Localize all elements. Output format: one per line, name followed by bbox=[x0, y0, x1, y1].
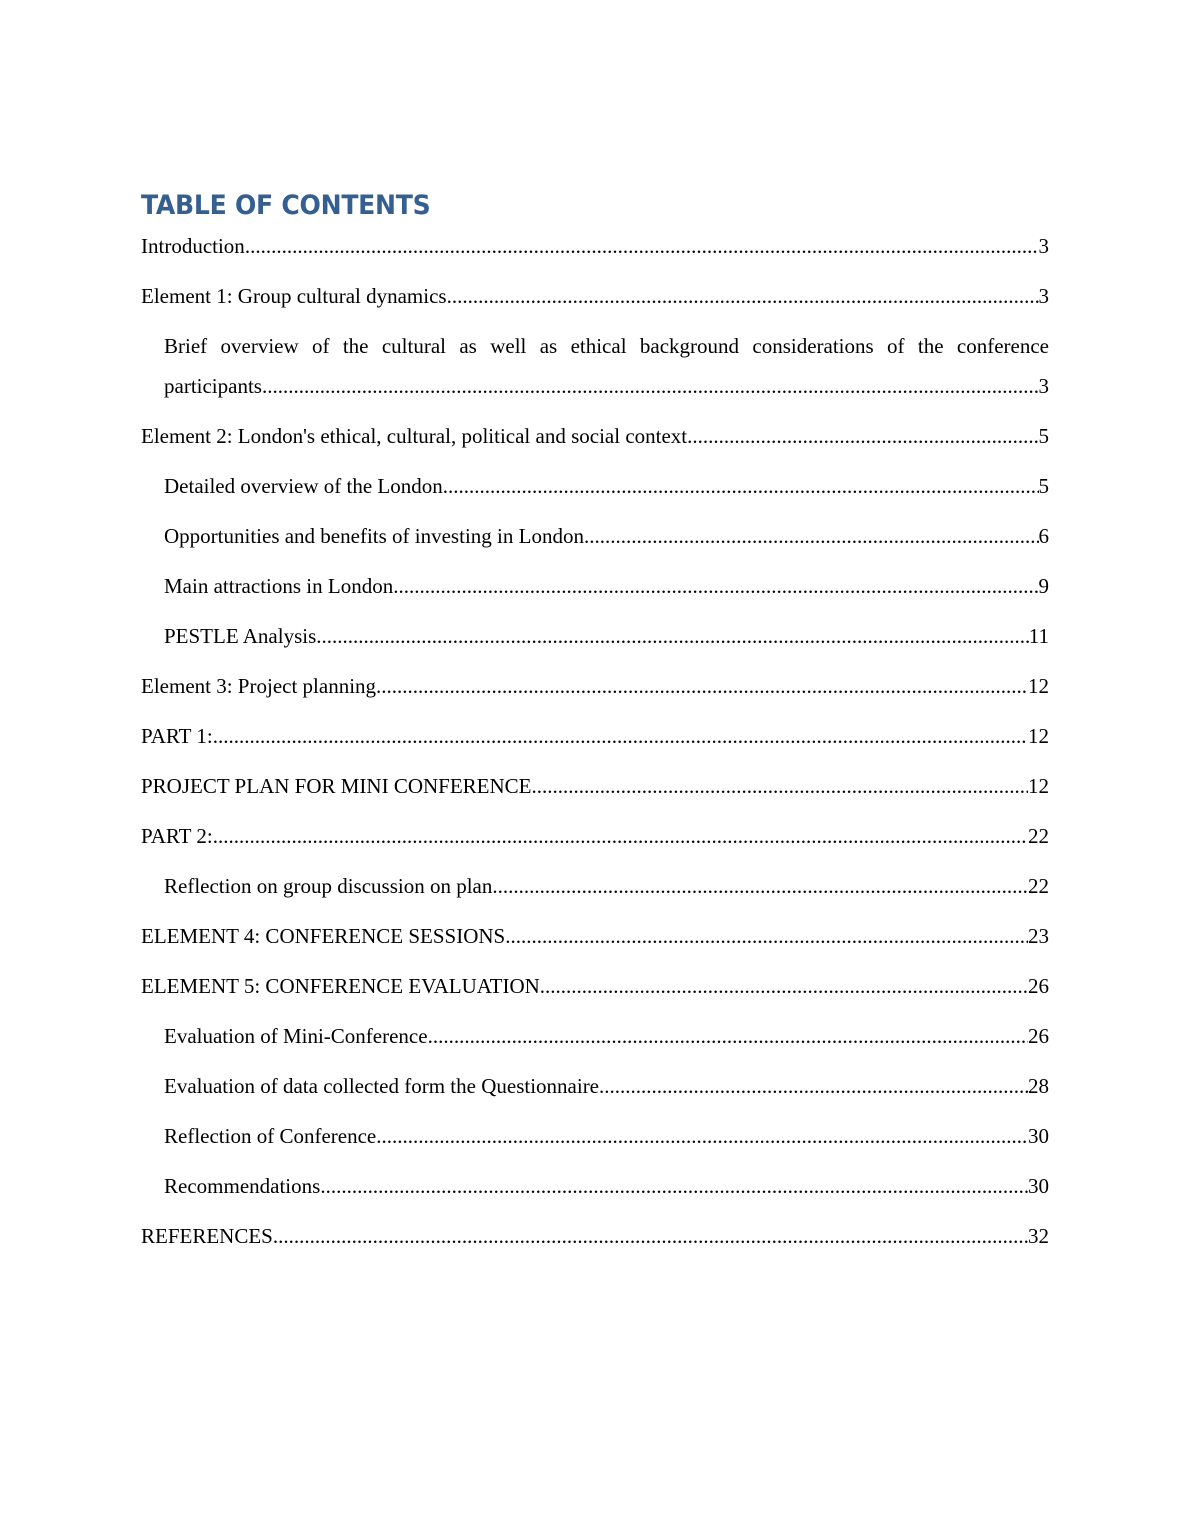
toc-entry-label: Opportunities and benefits of investing in London bbox=[164, 524, 584, 548]
toc-entry-label: PESTLE Analysis bbox=[164, 624, 317, 648]
toc-entry-page: 28 bbox=[1028, 1074, 1049, 1098]
toc-entry-detailed-overview[interactable] bbox=[141, 466, 1049, 506]
dot-leader bbox=[532, 766, 1029, 806]
toc-entry-page: 3 bbox=[1038, 234, 1049, 258]
dot-leader bbox=[262, 366, 1039, 406]
toc-entry-page: 5 bbox=[1038, 474, 1049, 498]
toc-entry-opportunities[interactable] bbox=[141, 516, 1049, 556]
toc-entry-page: 23 bbox=[1028, 924, 1049, 948]
toc-entry-label: Recommendations bbox=[164, 1174, 321, 1198]
dot-leader bbox=[505, 916, 1028, 956]
toc-entry-page: 32 bbox=[1028, 1224, 1049, 1248]
toc-entry-page: 12 bbox=[1028, 724, 1049, 748]
dot-leader bbox=[492, 866, 1028, 906]
toc-entry-label: Main attractions in London bbox=[164, 574, 394, 598]
dot-leader bbox=[213, 816, 1028, 856]
dot-leader bbox=[376, 666, 1028, 706]
toc-entry-page: 9 bbox=[1038, 574, 1049, 598]
toc-entry-part-2[interactable] bbox=[141, 816, 1049, 856]
toc-entry-element-5[interactable] bbox=[141, 966, 1049, 1006]
toc-entry-page: 6 bbox=[1038, 524, 1049, 548]
toc-entry-label-line-2: participants bbox=[164, 374, 262, 398]
dot-leader bbox=[320, 1166, 1028, 1206]
toc-entry-page: 12 bbox=[1028, 774, 1049, 798]
toc-entry-recommendations[interactable] bbox=[141, 1166, 1049, 1206]
toc-entry-element-1[interactable] bbox=[141, 276, 1049, 316]
toc-entry-reflection-discussion[interactable] bbox=[141, 866, 1049, 906]
dot-leader bbox=[428, 1016, 1028, 1056]
dot-leader bbox=[213, 716, 1028, 756]
toc-list bbox=[141, 226, 1049, 1256]
toc-entry-label: Element 2: London's ethical, cultural, political and social context bbox=[141, 424, 688, 448]
toc-entry-label: ELEMENT 5: CONFERENCE EVALUATION bbox=[141, 974, 540, 998]
dot-leader bbox=[273, 1216, 1028, 1256]
toc-entry-label: REFERENCES bbox=[141, 1224, 273, 1248]
dot-leader bbox=[376, 1116, 1028, 1156]
dot-leader bbox=[443, 466, 1039, 506]
toc-entry-label-line-1: Brief overview of the cultural as well as ethical background considerations of the conference bbox=[164, 334, 1049, 358]
dot-leader bbox=[393, 566, 1038, 606]
dot-leader bbox=[245, 226, 1039, 266]
toc-title: TABLE OF CONTENTS bbox=[141, 190, 431, 221]
toc-entry-line-2 bbox=[164, 366, 1049, 406]
document-page bbox=[141, 188, 1049, 1266]
toc-entry-brief-overview[interactable] bbox=[141, 326, 1049, 406]
toc-entry-label: PROJECT PLAN FOR MINI CONFERENCE bbox=[141, 774, 532, 798]
dot-leader bbox=[447, 276, 1039, 316]
toc-entry-page: 3 bbox=[1038, 374, 1049, 398]
toc-entry-label: Detailed overview of the London bbox=[164, 474, 443, 498]
toc-entry-label: Evaluation of data collected form the Questionnaire bbox=[164, 1074, 600, 1098]
toc-entry-page: 22 bbox=[1028, 824, 1049, 848]
toc-entry-label: Element 1: Group cultural dynamics bbox=[141, 284, 447, 308]
dot-leader bbox=[599, 1066, 1028, 1106]
toc-entry-label: ELEMENT 4: CONFERENCE SESSIONS bbox=[141, 924, 506, 948]
toc-entry-page: 12 bbox=[1028, 674, 1049, 698]
toc-entry-page: 22 bbox=[1028, 874, 1049, 898]
toc-entry-label: PART 1: bbox=[141, 724, 213, 748]
toc-entry-project-plan[interactable] bbox=[141, 766, 1049, 806]
toc-entry-label: Element 3: Project planning bbox=[141, 674, 377, 698]
dot-leader bbox=[584, 516, 1039, 556]
toc-entry-evaluation-data[interactable] bbox=[141, 1066, 1049, 1106]
toc-entry-label: Reflection of Conference bbox=[164, 1124, 377, 1148]
toc-entry-page: 30 bbox=[1028, 1174, 1049, 1198]
toc-entry-main-attractions[interactable] bbox=[141, 566, 1049, 606]
toc-entry-label: Introduction bbox=[141, 234, 245, 258]
toc-entry-references[interactable] bbox=[141, 1216, 1049, 1256]
toc-entry-page: 30 bbox=[1028, 1124, 1049, 1148]
dot-leader bbox=[687, 416, 1038, 456]
toc-entry-page: 5 bbox=[1038, 424, 1049, 448]
toc-entry-label: Reflection on group discussion on plan bbox=[164, 874, 493, 898]
toc-entry-page: 11 bbox=[1028, 624, 1049, 648]
toc-entry-page: 26 bbox=[1028, 974, 1049, 998]
dot-leader bbox=[540, 966, 1028, 1006]
toc-entry-part-1[interactable] bbox=[141, 716, 1049, 756]
toc-entry-introduction[interactable] bbox=[141, 226, 1049, 266]
toc-entry-label: PART 2: bbox=[141, 824, 213, 848]
toc-entry-evaluation-mini[interactable] bbox=[141, 1016, 1049, 1056]
dot-leader bbox=[316, 616, 1029, 656]
toc-entry-page: 26 bbox=[1028, 1024, 1049, 1048]
toc-entry-label: Evaluation of Mini-Conference bbox=[164, 1024, 428, 1048]
toc-entry-reflection-conference[interactable] bbox=[141, 1116, 1049, 1156]
toc-entry-page: 3 bbox=[1038, 284, 1049, 308]
toc-entry-element-4[interactable] bbox=[141, 916, 1049, 956]
toc-entry-element-2[interactable] bbox=[141, 416, 1049, 456]
toc-entry-element-3[interactable] bbox=[141, 666, 1049, 706]
toc-entry-pestle[interactable] bbox=[141, 616, 1049, 656]
